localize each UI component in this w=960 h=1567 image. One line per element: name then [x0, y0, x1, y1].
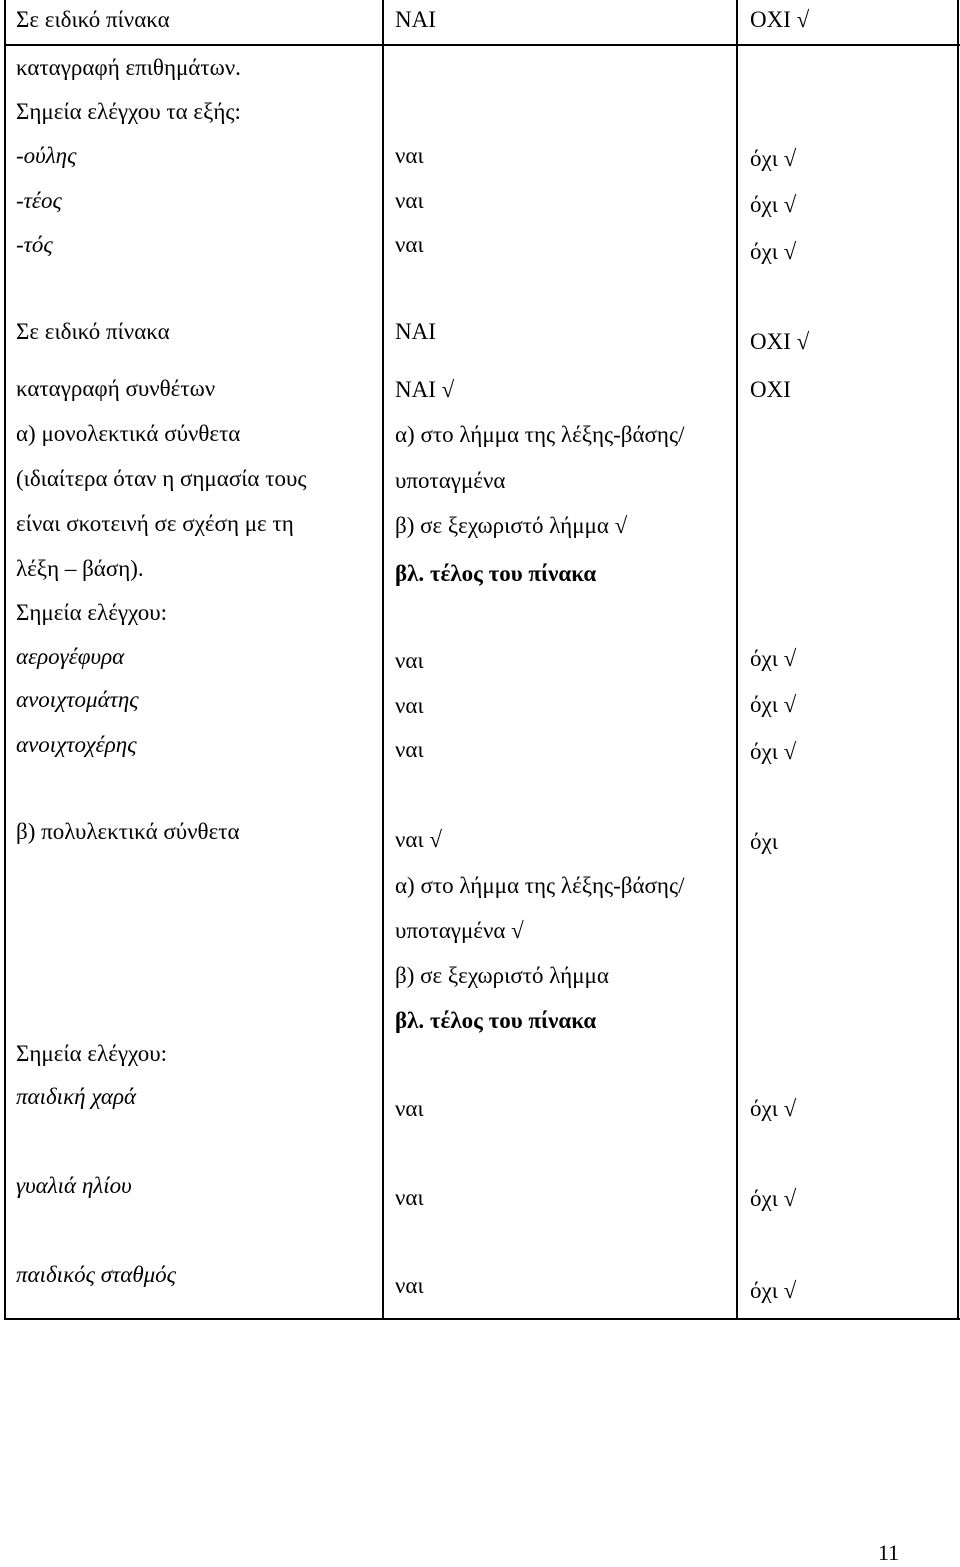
yes-label: ΝΑΙ √ — [395, 377, 455, 402]
no-label: ΟΧΙ — [750, 377, 791, 402]
cell-text: βλ. τέλος του πίνακα — [395, 1008, 597, 1033]
no-label: όχι — [750, 829, 778, 854]
cell-text: α) στο λήμμα της λέξης-βάσης/ — [395, 873, 685, 898]
check-item: -τέος — [16, 188, 62, 213]
cell-text: α) μονολεκτικά σύνθετα — [16, 421, 241, 446]
column-divider-1 — [382, 0, 384, 1320]
column-divider-2 — [736, 0, 738, 1320]
yes-label: ναι — [395, 648, 424, 673]
no-label: όχι √ — [750, 646, 797, 671]
yes-label: ΝΑΙ — [395, 7, 436, 32]
yes-label: ναι — [395, 1273, 424, 1298]
cell-text: α) στο λήμμα της λέξης-βάσης/ — [395, 422, 685, 447]
no-label: όχι √ — [750, 1096, 797, 1121]
cell-text: Σημεία ελέγχου: — [16, 600, 168, 625]
no-label: όχι √ — [750, 239, 797, 264]
check-item: ανοιχτοχέρης — [16, 732, 137, 757]
row-divider — [4, 44, 960, 46]
cell-text: καταγραφή συνθέτων — [16, 376, 216, 401]
no-label: όχι √ — [750, 1186, 797, 1211]
no-label: ΟΧΙ √ — [750, 329, 810, 354]
yes-label: ΝΑΙ — [395, 319, 436, 344]
cell-text: Σημεία ελέγχου τα εξής: — [16, 99, 241, 124]
cell-text: β) σε ξεχωριστό λήμμα √ — [395, 513, 628, 538]
cell-text: Σημεία ελέγχου: — [16, 1041, 168, 1066]
check-item: αερογέφυρα — [16, 644, 125, 669]
no-label: όχι √ — [750, 692, 797, 717]
yes-label: ναι √ — [395, 827, 443, 852]
check-item: γυαλιά ηλίου — [16, 1173, 132, 1198]
yes-label: ναι — [395, 143, 424, 168]
cell-text: β) σε ξεχωριστό λήμμα — [395, 963, 609, 988]
check-item: παιδικός σταθμός — [16, 1262, 177, 1287]
yes-label: ναι — [395, 188, 424, 213]
cell-text: β) πολυλεκτικά σύνθετα — [16, 819, 240, 844]
yes-label: ναι — [395, 1096, 424, 1121]
table-border-left — [4, 0, 6, 1320]
yes-label: ναι — [395, 232, 424, 257]
no-label: ΟΧΙ √ — [750, 7, 810, 32]
check-item: παιδική χαρά — [16, 1084, 137, 1109]
cell-text: Σε ειδικό πίνακα — [16, 7, 170, 32]
no-label: όχι √ — [750, 192, 797, 217]
cell-text: λέξη – βάση). — [16, 556, 144, 581]
cell-text: καταγραφή επιθημάτων. — [16, 55, 241, 80]
page-number: 11 — [878, 1540, 900, 1565]
cell-text: Σε ειδικό πίνακα — [16, 319, 170, 344]
check-item: ανοιχτομάτης — [16, 687, 139, 712]
table-border-bottom — [4, 1318, 960, 1320]
yes-label: ναι — [395, 1185, 424, 1210]
no-label: όχι √ — [750, 739, 797, 764]
yes-label: ναι — [395, 737, 424, 762]
yes-label: ναι — [395, 693, 424, 718]
cell-text: υποταγμένα — [395, 468, 506, 493]
no-label: όχι √ — [750, 146, 797, 171]
check-item: -ούλης — [16, 143, 77, 168]
cell-text: υποταγμένα √ — [395, 918, 524, 943]
cell-text: βλ. τέλος του πίνακα — [395, 561, 597, 586]
check-item: -τός — [16, 232, 53, 257]
table-border-right — [957, 0, 959, 1320]
no-label: όχι √ — [750, 1278, 797, 1303]
cell-text: είναι σκοτεινή σε σχέση με τη — [16, 511, 294, 536]
cell-text: (ιδιαίτερα όταν η σημασία τους — [16, 466, 307, 491]
